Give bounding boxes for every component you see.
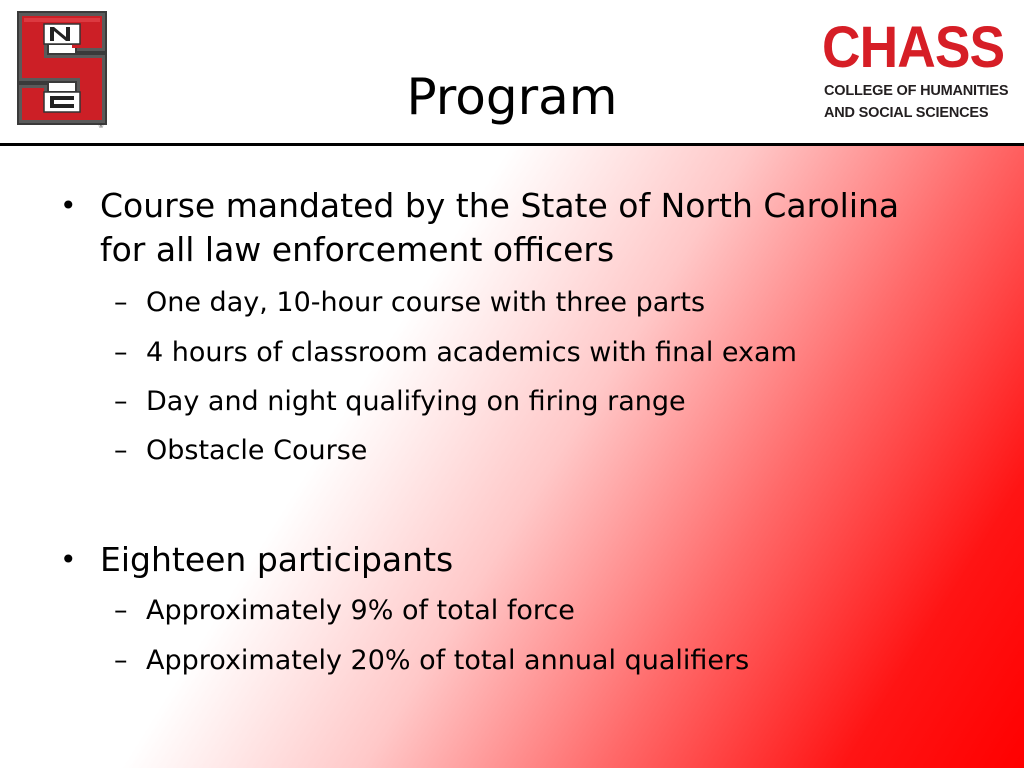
sub-bullet-text: Approximately 20% of total annual qualifiers [146, 645, 750, 676]
sub-bullet-marker: – [114, 435, 128, 466]
bullet-text-line1: Eighteen participants [100, 540, 454, 579]
bullet-item-course-mandate [60, 184, 960, 274]
sub-bullet-text: Approximately 9% of total force [146, 595, 575, 626]
svg-text:®: ® [98, 123, 104, 128]
sub-bullet-item [114, 384, 914, 420]
chass-logo-wordmark: CHASS [822, 15, 1005, 80]
bullet-marker: • [60, 543, 77, 576]
sub-bullet-text: One day, 10-hour course with three parts [146, 287, 706, 318]
sub-bullet-item [114, 433, 914, 469]
sub-bullet-item [114, 335, 914, 371]
sub-bullet-marker: – [114, 287, 128, 318]
sub-bullet-marker: – [114, 595, 128, 626]
sub-bullet-item [114, 643, 914, 679]
bullet-text-line2: for all law enforcement officers [100, 230, 615, 269]
sub-bullet-marker: – [114, 645, 128, 676]
chass-logo-line2: AND SOCIAL SCIENCES [824, 105, 989, 121]
sub-bullet-item [114, 285, 914, 321]
chass-logo-line1: COLLEGE OF HUMANITIES [824, 83, 1009, 99]
sub-bullet-marker: – [114, 386, 128, 417]
sub-bullet-text: Obstacle Course [146, 435, 368, 466]
bullet-text-line1: Course mandated by the State of North Carolina [100, 186, 900, 225]
bullet-marker: • [60, 189, 77, 222]
sub-bullet-marker: – [114, 337, 128, 368]
sub-bullet-text: Day and night qualifying on firing range [146, 386, 686, 417]
sub-bullet-text: 4 hours of classroom academics with final exam [146, 337, 797, 368]
bullet-item-participants [60, 538, 960, 582]
slide-title: Program [406, 68, 618, 126]
sub-bullet-item [114, 593, 914, 629]
